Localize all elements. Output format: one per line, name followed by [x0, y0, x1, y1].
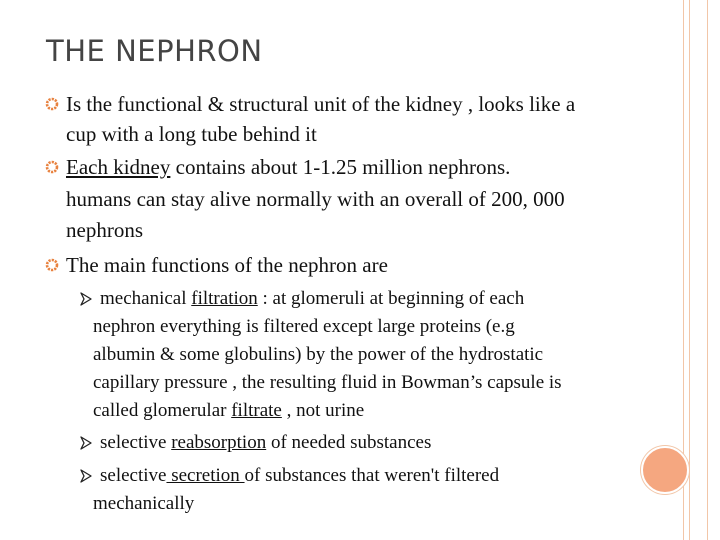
- text-run: contains about 1-1.25 million nephrons.: [170, 155, 511, 179]
- sub-bullet-3-line-2: mechanically: [93, 493, 195, 514]
- sub-bullet-1-line-5: [93, 397, 364, 425]
- decorative-circle: [641, 446, 689, 494]
- text-run: of needed substances: [266, 432, 432, 453]
- arrow-bullet-icon: [79, 292, 92, 306]
- decorative-line: [707, 0, 708, 540]
- slide-title: THE NEPHRON: [46, 34, 263, 68]
- text-run: of substances that weren't filtered: [244, 465, 500, 486]
- underlined-term: filtration: [191, 288, 258, 309]
- underlined-term: reabsorption: [171, 432, 267, 453]
- gear-bullet-icon: [45, 97, 59, 111]
- text-run: mechanical: [100, 288, 192, 309]
- bullet-2-line-1: [66, 151, 510, 183]
- text-run: : at glomeruli at beginning of each: [257, 288, 525, 309]
- bullet-3-line-1: The main functions of the nephron are: [66, 253, 388, 277]
- arrow-bullet-icon: [79, 436, 92, 450]
- sub-bullet-1-line-1: [100, 285, 524, 313]
- sub-bullet-2-line-1: [100, 429, 431, 457]
- sub-bullet-1-line-3: albumin & some globulins) by the power of the hydrostatic: [93, 344, 544, 365]
- sub-bullet-1-line-2: nephron everything is filtered except large proteins (e.g: [93, 316, 515, 337]
- bullet-2-line-2: humans can stay alive normally with an overall of 200, 000: [66, 187, 565, 211]
- text-run: , not urine: [281, 400, 365, 421]
- bullet-2-line-3: nephrons: [66, 218, 143, 242]
- text-run: selective: [100, 465, 167, 486]
- underlined-term: Each kidney: [66, 155, 171, 179]
- underlined-term: filtrate: [231, 400, 282, 421]
- bullet-1-line-1: Is the functional & structural unit of the kidney , looks like a: [66, 92, 576, 116]
- sub-bullet-3-line-1: [100, 462, 499, 490]
- text-run: called glomerular: [93, 400, 232, 421]
- text-run: selective: [100, 432, 172, 453]
- bullet-1-line-2: cup with a long tube behind it: [66, 122, 317, 146]
- sub-bullet-1-line-4: capillary pressure , the resulting fluid in Bowman’s capsule is: [93, 372, 562, 393]
- arrow-bullet-icon: [79, 469, 92, 483]
- gear-bullet-icon: [45, 160, 59, 174]
- decorative-line: [689, 0, 690, 540]
- underlined-term: secretion: [166, 465, 245, 486]
- gear-bullet-icon: [45, 258, 59, 272]
